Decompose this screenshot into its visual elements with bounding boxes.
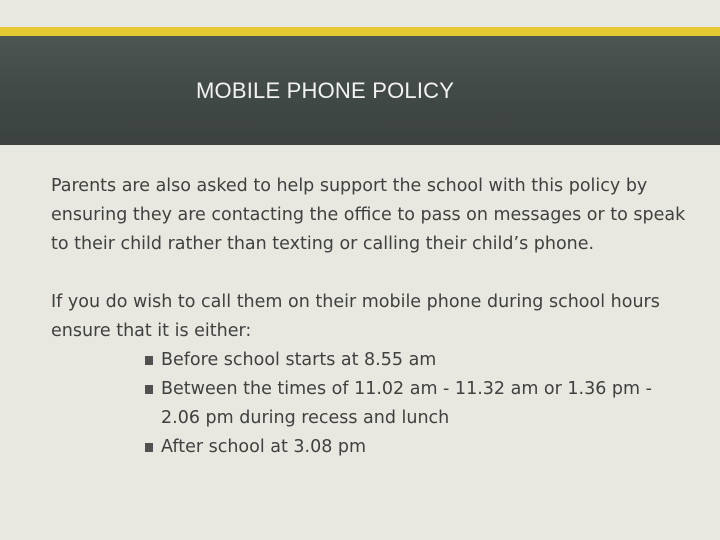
list-item xyxy=(145,433,691,462)
list-item xyxy=(145,375,691,433)
list-item xyxy=(145,346,691,375)
slide-title: MOBILE PHONE POLICY xyxy=(196,78,455,103)
list-item-text: Between the times of 11.02 am - 11.32 am or 1.36 pm - 2.06 pm during recess and lunch xyxy=(161,379,652,428)
slide-body xyxy=(51,172,691,462)
square-bullet-icon xyxy=(145,356,153,365)
allowed-times-list xyxy=(51,346,691,462)
list-item-text: Before school starts at 8.55 am xyxy=(161,350,437,370)
paragraph-parents: Parents are also asked to help support the school with this policy by ensuring they are contacting the office to pass on messages or to speak to their child rather than texting or calling their child’s phone. xyxy=(51,176,686,254)
square-bullet-icon xyxy=(145,385,153,394)
list-item-text: After school at 3.08 pm xyxy=(161,437,367,457)
accent-bar xyxy=(0,27,720,36)
paragraph-call-times: If you do wish to call them on their mobile phone during school hours ensure that it is either: xyxy=(51,292,660,341)
square-bullet-icon xyxy=(145,443,153,452)
